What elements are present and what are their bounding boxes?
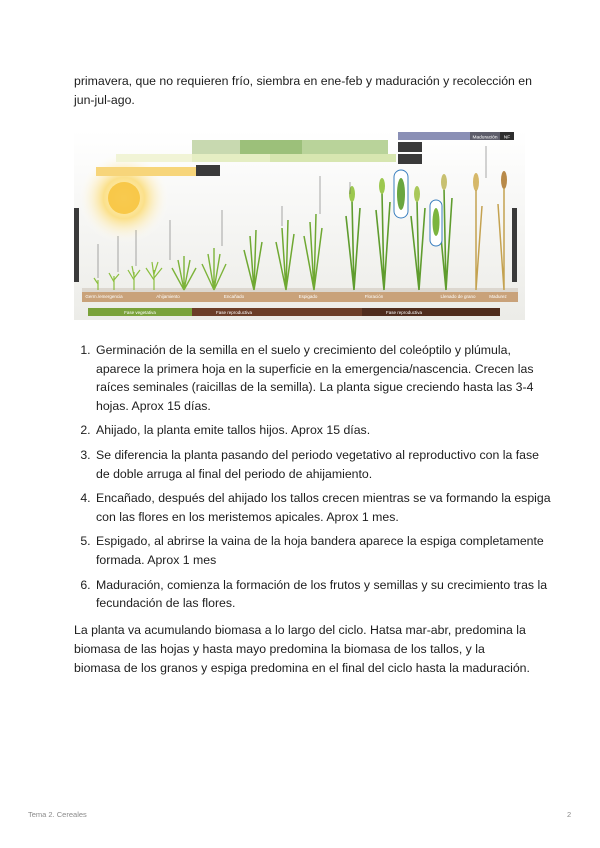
right-side-bar [512, 208, 517, 282]
footer-chapter-title: Tema 2. Cereales [28, 810, 87, 819]
growth-stages-list [74, 341, 552, 619]
stage-label-6: Madurez [489, 294, 507, 299]
phase-nf-label: NF [503, 135, 511, 141]
intro-paragraph: primavera, que no requieren frío, siembra en ene-feb y maduración y recolección en jun-jul-ago. [74, 74, 532, 107]
stage-label-3: Espigado [298, 294, 318, 299]
footer-page-number: 2 [567, 810, 572, 819]
list-item: 5. Espigado, al abrirse la vaina de la hoja bandera aparece la espiga completamente formada. Aprox 1 mes [94, 532, 552, 569]
biomass-paragraph: La planta va acumulando biomasa a lo largo del ciclo. Hatsa mar-abr, predomina la biomasa de las hojas y hasta mayo predomina la biomasa de los tallos, y la biomasa de los granos y espiga predomina en el final del ciclo hasta la maduración. [74, 623, 530, 675]
bottom-bar-label-0: Fase vegetativa [124, 310, 156, 315]
bottom-bar-label-2: Fase reproductiva [385, 310, 423, 315]
stage-label-2: Encañado [223, 294, 245, 299]
stage-label-0: Germ./emergencia [85, 294, 123, 299]
left-side-bar [74, 208, 79, 282]
bottom-bar-label-1: Fase reproductiva [215, 310, 253, 315]
stage-label-5: Llenado de grano [440, 294, 476, 299]
phase-maduracion-label: Maduración [472, 135, 498, 141]
wheat-growth-stages-figure [74, 130, 525, 320]
sun-icon [108, 182, 140, 214]
list-item: 6. Maduración, comienza la formación de los frutos y semillas y su crecimiento tras la fecundación de las flores. [94, 576, 552, 613]
list-item: 1. Germinación de la semilla en el suelo y crecimiento del coleóptilo y plúmula, aparece la primera hoja en la superficie en la emergencia/nascencia. Crecen las raíces seminales (raicillas de la semilla). La planta sigue creciendo hasta las 3-4 hojas. Aprox 15 días. [94, 341, 552, 415]
bottom-bar-reproductive-2 [362, 308, 500, 316]
list-item: 4. Encañado, después del ahijado los tallos crecen mientras se va formando la espiga con las flores en los meristemos apicales. Aprox 1 mes. [94, 489, 552, 526]
list-item: 2. Ahijado, la planta emite tallos hijos. Aprox 15 días. [94, 421, 552, 440]
stage-label-4: Floración [364, 294, 384, 299]
ground-shadow [82, 288, 518, 292]
list-item: 3. Se diferencia la planta pasando del periodo vegetativo al reproductivo con la fase de doble arruga al final del periodo de ahijamiento. [94, 446, 552, 483]
stage-label-1: Ahijamiento [156, 294, 180, 299]
